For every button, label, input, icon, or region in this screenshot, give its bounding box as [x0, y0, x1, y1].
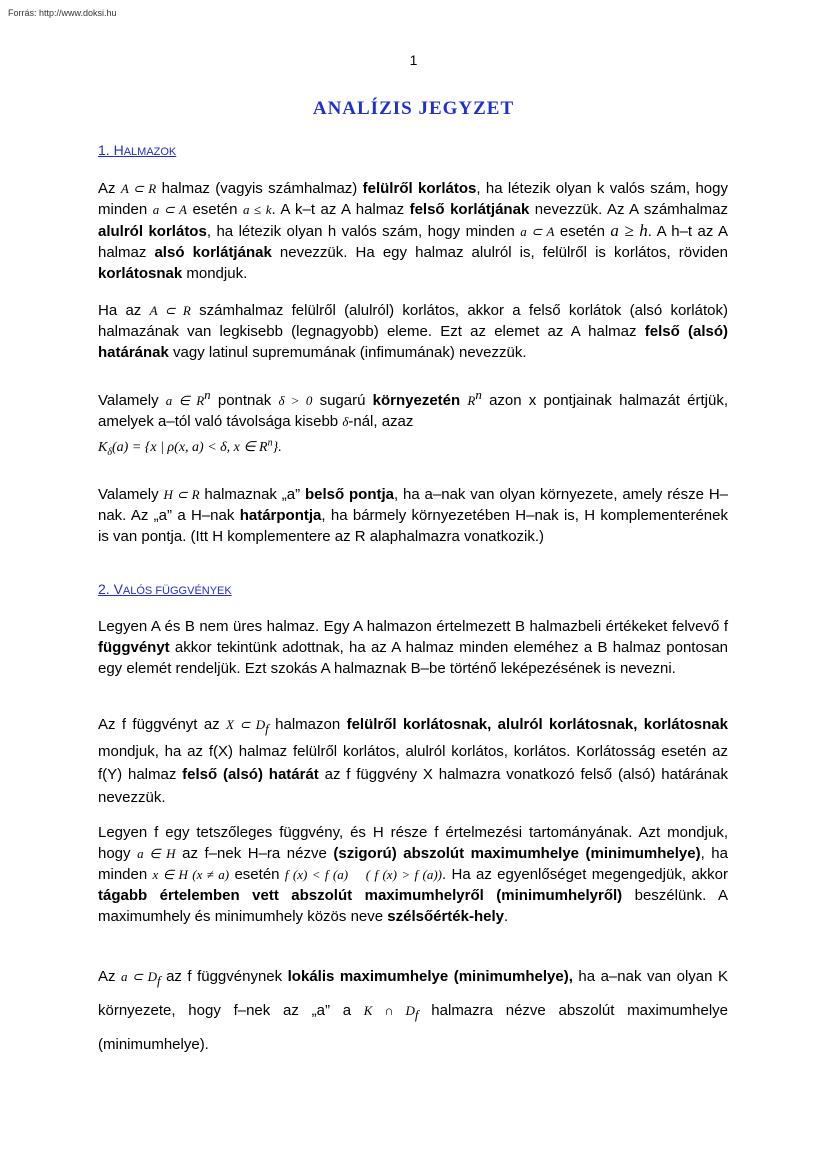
section-heading-valos-fuggvenyek[interactable]	[98, 581, 232, 597]
section-initial: V	[113, 581, 123, 597]
document-title: ANALÍZIS JEGYZET	[312, 98, 515, 119]
neighborhood-formula: $K_\delta(a) = \{x$ | ρ(x, a) < δ, x ∈ $R^n$}.	[98, 437, 282, 458]
paragraph-bounded-sets: Az A ⊂ R halmaz (vagyis számhalmaz) felülről korlátos, ha létezik olyan k valós szám, hogy minden a ⊂ A esetén a ≤ k. A k–t az A halmaz felső korlátjának nevezzük. Az A számhalmaz alulról korlátos, ha létezik olyan h valós szám, hogy minden a ⊂ A esetén a ≥ h. A h–t az A halmaz alsó korlátjának nevezzük. Ha egy halmaz alulról is, felülről is korlátos, röviden korlátosnak mondjuk.	[98, 180, 729, 282]
section-heading-halmazok[interactable]	[98, 142, 176, 158]
section-initial: H	[113, 142, 124, 158]
section-rest: ALMAZOK	[123, 146, 177, 158]
paragraph-interior-point: Valamely H ⊂ R halmaznak „a” belső pontja, ha a–nak van olyan környezete, amely része H–nak. Az „a” a H–nak határpontja, ha bármely környezetében H–nak is, H komplementerének is van pontja. (Itt H komplementere az R alaphalmazra vonatkozik.)	[98, 486, 728, 545]
paragraph-bounded-function: Az f függvényt az X ⊂ $D_f$ halmazon felülről korlátosnak, alulról korlátosnak, korlátosnak mondjuk, ha az f(X) halmaz felülről korlátos, alulról korlátos, korlátos. Korlátosság esetén az f(Y) halmaz felső (alsó) határát az f függvény X halmazra vonatkozó felső (alsó) határának nevezzük.	[98, 716, 728, 806]
page-number: 1	[409, 52, 418, 68]
section-number: 2.	[98, 581, 114, 597]
paragraph-supremum: Ha az A ⊂ R számhalmaz felülről (alulról) korlátos, akkor a felső korlátok (alsó korlátok) halmazának van legkisebb (legnagyobb) eleme. Ezt az elemet az A halmaz felső (alsó) határának vagy latinul supremumának (infimumának) nevezzük.	[98, 302, 729, 361]
paragraph-function-definition: Legyen A és B nem üres halmaz. Egy A halmazon értelmezett B halmazbeli értékeket felvevő f függvényt akkor tekintünk adottnak, ha az A halmaz minden eleméhez a B halmaz pontosan egy elemét rendeljük. Ezt szokás A halmaznak B–be történő leképezésének is nevezni.	[98, 618, 728, 677]
section-number: 1.	[98, 142, 114, 158]
paragraph-local-extremum: Az a ⊂ $D_f$ az f függvénynek lokális maximumhelye (minimumhelye), ha a–nak van olyan K környezete, hogy f–nek az „a” a K ∩ $D_f$ halmazra nézve abszolút maximumhelye (minimumhelye).	[98, 968, 728, 1053]
paragraph-neighborhood: Valamely a ∈ $R^n$ pontnak δ > 0 sugarú környezetén $R^n$ azon x pontjainak halmazát értjük, amelyek a–tól való távolsága kisebb δ-nál, azaz $K_\delta(a) = \{x$ | ρ(x, a) < δ, x ∈ $R^n$}.	[98, 387, 729, 458]
paragraph-absolute-extremum: Legyen f egy tetszőleges függvény, és H része f értelmezési tartományának. Azt mondjuk, hogy a ∈ H az f–nek H–ra nézve (szigorú) abszolút maximumhelye (minimumhelye), ha minden x ∈ H (x ≠ a) esetén f (x) < f (a) ( f (x) > f (a)). Ha az egyenlőséget megengedjük, akkor tágabb értelemben vett abszolút maximumhelyről (minimumhelyről) beszélünk. A maximumhely és minimumhely közös neve szélsőérték-hely.	[98, 824, 728, 925]
source-note: Forrás: http://www.doksi.hu	[8, 8, 117, 18]
section-rest: ALÓS FÜGGVÉNYEK	[122, 585, 232, 597]
